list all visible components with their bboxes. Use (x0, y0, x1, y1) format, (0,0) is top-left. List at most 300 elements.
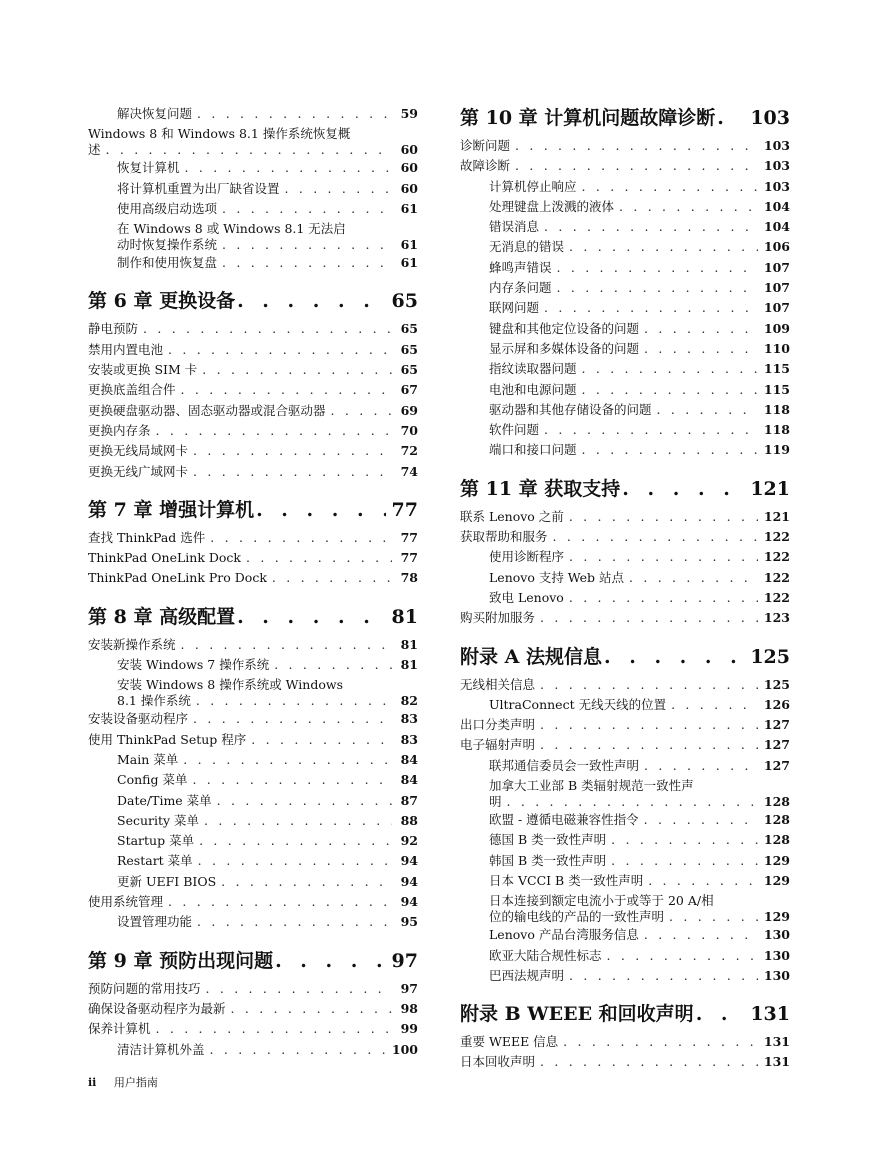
entry-title: Security 菜单 (117, 812, 200, 828)
page-number: 65 (400, 321, 418, 337)
toc-entry[interactable] (88, 401, 418, 421)
dot-leader (210, 528, 392, 548)
page-number: 81 (400, 636, 418, 652)
toc-entry[interactable] (460, 359, 790, 379)
chapter-title: 第 7 章 增强计算机 (88, 498, 255, 521)
toc-entry[interactable] (88, 892, 418, 912)
dot-leader (198, 851, 392, 871)
dot-leader (569, 237, 758, 257)
page-number: 83 (400, 731, 418, 747)
toc-entry[interactable] (460, 527, 790, 547)
page-number: 60 (400, 160, 418, 176)
dot-leader (629, 568, 758, 588)
page-number: 77 (400, 550, 418, 566)
chapter-heading[interactable] (460, 475, 790, 503)
page-number: 107 (763, 280, 790, 296)
page-number: 61 (400, 255, 418, 271)
toc-entry[interactable] (460, 278, 790, 298)
toc-entry[interactable] (460, 756, 790, 776)
page-number: 65 (400, 362, 418, 378)
entry-title: 欧亚大陆合规性标志 (489, 947, 602, 963)
page-number: 92 (400, 833, 418, 849)
toc-entry[interactable] (88, 462, 418, 482)
dot-leader (331, 401, 392, 421)
toc-entry[interactable] (460, 675, 790, 695)
dot-leader (622, 475, 744, 503)
page-number: 77 (391, 498, 418, 521)
entry-title: 电池和电源问题 (489, 381, 577, 397)
toc-entry[interactable] (88, 360, 418, 380)
dot-leader (611, 830, 758, 850)
chapter-heading[interactable] (88, 603, 418, 631)
toc-entry[interactable] (460, 420, 790, 440)
chapter-title: 第 9 章 预防出现问题 (88, 949, 274, 972)
entry-title: 购买附加服务 (460, 610, 536, 626)
page-number: 118 (763, 422, 790, 438)
toc-entry[interactable] (88, 831, 418, 851)
toc-entry[interactable] (460, 400, 790, 420)
chapter-title: 第 8 章 高级配置 (88, 605, 236, 628)
toc-entry[interactable] (460, 156, 790, 176)
chapter-heading[interactable] (88, 287, 418, 315)
page-number: 127 (763, 757, 790, 773)
dot-leader (540, 715, 758, 735)
entry-title-row2 (88, 142, 418, 158)
toc-entry[interactable] (88, 1019, 418, 1039)
dot-leader (544, 420, 758, 440)
entry-title: Config 菜单 (117, 772, 188, 788)
toc-entry[interactable] (88, 730, 418, 750)
page-number: 130 (763, 967, 790, 983)
dot-leader (183, 750, 392, 770)
page-number: 119 (763, 442, 790, 458)
page-number: 77 (400, 529, 418, 545)
entry-title: 使用高级启动选项 (117, 200, 218, 216)
chapter-heading[interactable] (460, 104, 790, 132)
toc-entry[interactable] (88, 999, 418, 1019)
dot-leader (507, 794, 758, 810)
page-number: 82 (400, 693, 418, 709)
dot-leader (181, 380, 392, 400)
dot-leader (582, 359, 758, 379)
dot-leader (582, 177, 758, 197)
dot-leader (540, 735, 758, 755)
entry-title: 诊断问题 (460, 138, 511, 153)
page-number: 103 (750, 107, 790, 129)
toc-entry[interactable] (88, 811, 418, 831)
toc-entry[interactable] (88, 340, 418, 360)
entry-title: 端口和接口问题 (489, 442, 577, 458)
chapter-heading[interactable] (460, 643, 790, 671)
toc-entry[interactable] (88, 979, 418, 999)
dot-leader (193, 462, 392, 482)
page-number: 129 (763, 909, 790, 925)
dot-leader (648, 871, 758, 891)
page-number: 81 (400, 657, 418, 673)
toc-entry[interactable] (460, 136, 790, 156)
entry-title: 使用诊断程序 (489, 549, 565, 565)
toc-entry[interactable] (460, 588, 790, 608)
entry-title: 恢复计算机 (117, 160, 180, 176)
entry-title: 获取帮助和服务 (460, 529, 548, 545)
page-number: 61 (400, 200, 418, 216)
dot-leader (717, 104, 744, 132)
entry-title: 保养计算机 (88, 1021, 151, 1037)
toc-entry[interactable] (460, 891, 790, 925)
entry-title-row2 (489, 794, 790, 810)
page-number: 121 (763, 508, 790, 524)
toc-entry[interactable] (460, 507, 790, 527)
entry-title: 预防问题的常用技巧 (88, 980, 201, 996)
dot-leader (246, 548, 392, 568)
entry-title-row2 (489, 909, 790, 925)
dot-leader (644, 925, 758, 945)
dot-leader (275, 947, 385, 975)
dot-leader (644, 810, 758, 830)
toc-entry[interactable] (88, 709, 418, 729)
toc-entry[interactable] (460, 568, 790, 588)
entry-title: 键盘和其他定位设备的问题 (489, 320, 640, 336)
entry-title-line2: 明 (489, 794, 502, 810)
entry-title-row2 (117, 237, 418, 253)
page-number: 128 (763, 794, 790, 810)
toc-left-column (88, 104, 418, 1060)
entry-title: 驱动器和其他存储设备的问题 (489, 401, 652, 417)
entry-title: 蜂鸣声错误 (489, 259, 552, 275)
entry-title: 查找 ThinkPad 选件 (88, 529, 206, 545)
toc-entry[interactable] (88, 872, 418, 892)
toc-entry[interactable] (88, 158, 418, 178)
toc-entry[interactable] (88, 528, 418, 548)
page-number: 94 (400, 894, 418, 910)
entry-title: 清洁计算机外盖 (117, 1041, 205, 1057)
entry-title: 更换内存条 (88, 422, 151, 438)
entry-title: UltraConnect 无线天线的位置 (489, 696, 667, 712)
toc-entry[interactable] (460, 735, 790, 755)
toc-entry[interactable] (88, 791, 418, 811)
entry-title: 软件问题 (489, 422, 540, 438)
entry-title: Lenovo 产品台湾服务信息 (489, 927, 639, 943)
toc-entry[interactable] (88, 179, 418, 199)
entry-title: ThinkPad OneLink Dock (88, 550, 242, 566)
toc-entry[interactable] (88, 380, 418, 400)
dot-leader (143, 319, 392, 339)
chapter-heading[interactable] (88, 496, 418, 524)
page-number: 60 (400, 180, 418, 196)
dot-leader (210, 1040, 386, 1060)
chapter-title: 附录 A 法规信息 (460, 645, 602, 668)
page-number: 115 (763, 381, 790, 397)
page-number: 97 (391, 949, 418, 972)
toc-entry[interactable] (88, 568, 418, 588)
dot-leader (644, 756, 758, 776)
toc-entry[interactable] (460, 177, 790, 197)
page-number: 87 (400, 792, 418, 808)
page-number: 67 (400, 382, 418, 398)
dot-leader (221, 872, 392, 892)
dot-leader (168, 340, 392, 360)
dot-leader (202, 360, 392, 380)
page-number: 61 (400, 237, 418, 253)
entry-title: 设置管理功能 (117, 914, 193, 930)
toc-entry[interactable] (88, 319, 418, 339)
page-footer (88, 1074, 158, 1090)
dot-leader (569, 966, 758, 986)
page-number: 84 (400, 772, 418, 788)
entry-title: 使用 ThinkPad Setup 程序 (88, 731, 247, 747)
page-number: 74 (400, 463, 418, 479)
entry-title: 日本回收声明 (460, 1054, 536, 1070)
entry-title-row2 (117, 693, 418, 709)
page-number: 131 (763, 1054, 790, 1070)
toc-entry[interactable] (460, 608, 790, 628)
toc-entry[interactable] (88, 253, 418, 273)
page-number: 70 (400, 422, 418, 438)
dot-leader (582, 440, 758, 460)
dot-leader (204, 811, 392, 831)
entry-title: 联系 Lenovo 之前 (460, 508, 564, 524)
toc-entry[interactable] (88, 548, 418, 568)
entry-title: 巴西法规声明 (489, 967, 565, 983)
page-number: 84 (400, 751, 418, 767)
page-number: 97 (400, 980, 418, 996)
entry-title: Main 菜单 (117, 751, 179, 767)
toc-entry[interactable] (460, 715, 790, 735)
toc-entry[interactable] (88, 675, 418, 709)
page-number: 129 (763, 872, 790, 888)
page-number: 127 (763, 717, 790, 733)
dot-leader (222, 237, 392, 253)
entry-title: 更换硬盘驱动器、固态驱动器或混合驱动器 (88, 402, 326, 418)
page-number: 130 (763, 947, 790, 963)
dot-leader (231, 999, 392, 1019)
entry-title: 安装新操作系统 (88, 636, 176, 652)
toc-entry[interactable] (88, 655, 418, 675)
toc-entry[interactable] (460, 339, 790, 359)
page-number: 103 (763, 178, 790, 194)
entry-title: 致电 Lenovo (489, 589, 564, 605)
page-number: 103 (763, 158, 790, 174)
dot-leader (619, 197, 758, 217)
entry-title: 更换无线局域网卡 (88, 443, 189, 459)
page-number: 88 (400, 812, 418, 828)
page-number: 125 (750, 645, 790, 668)
dot-leader (251, 730, 392, 750)
page-number: 94 (400, 873, 418, 889)
chapter-title: 附录 B WEEE 和回收声明 (460, 1003, 694, 1026)
dot-leader (557, 278, 758, 298)
chapter-title: 第 6 章 更换设备 (88, 290, 236, 313)
toc-entry[interactable] (88, 851, 418, 871)
toc-entry[interactable] (460, 925, 790, 945)
entry-title: 使用系统管理 (88, 894, 164, 910)
toc-entry[interactable] (460, 966, 790, 986)
dot-leader (156, 1019, 392, 1039)
page-number: 122 (763, 529, 790, 545)
dot-leader (557, 258, 758, 278)
page-number: 106 (763, 239, 790, 255)
toc-entry[interactable] (88, 104, 418, 124)
dot-leader (515, 156, 758, 176)
toc-entry[interactable] (88, 441, 418, 461)
dot-leader (222, 199, 392, 219)
page-number: 109 (763, 320, 790, 336)
dot-leader (199, 831, 392, 851)
toc-entry[interactable] (460, 380, 790, 400)
entry-title: 更换底盖组合件 (88, 382, 176, 398)
toc-right-column (460, 104, 790, 1073)
page-number: 123 (763, 610, 790, 626)
page-number: 122 (763, 569, 790, 585)
page-number: 130 (763, 927, 790, 943)
toc-entry[interactable] (460, 547, 790, 567)
page-number: 83 (400, 711, 418, 727)
toc-entry[interactable] (460, 298, 790, 318)
dot-leader (256, 496, 385, 524)
page-number: 104 (763, 198, 790, 214)
toc-entry[interactable] (460, 1032, 790, 1052)
entry-title-line2: 位的输电线的产品的一致性声明 (489, 909, 665, 925)
page-number: 98 (400, 1000, 418, 1016)
dot-leader (657, 400, 758, 420)
dot-leader (222, 253, 392, 273)
page-number: 95 (400, 914, 418, 930)
entry-title: 德国 B 类一致性声明 (489, 832, 607, 848)
toc-entry[interactable] (88, 770, 418, 790)
dot-leader (285, 179, 392, 199)
page-number: 107 (763, 259, 790, 275)
entry-title: 无消息的错误 (489, 239, 565, 255)
entry-title: 内存条问题 (489, 280, 552, 296)
entry-title: Restart 菜单 (117, 853, 193, 869)
entry-title: 电子辐射声明 (460, 737, 536, 753)
chapter-heading[interactable] (460, 1000, 790, 1028)
dot-leader (540, 675, 758, 695)
toc-entry[interactable] (460, 810, 790, 830)
entry-title: 处理键盘上泼溅的液体 (489, 198, 615, 214)
dot-leader (569, 588, 758, 608)
entry-title: 安装设备驱动程序 (88, 711, 189, 727)
entry-title: 指纹读取器问题 (489, 361, 577, 377)
page-number: 103 (763, 138, 790, 153)
entry-title: 解决恢复问题 (117, 106, 193, 121)
page-number: 131 (750, 1003, 790, 1026)
dot-leader (607, 946, 758, 966)
entry-title-line1: 日本连接到额定电流小于或等于 20 A/相 (489, 893, 714, 909)
page-number: 59 (400, 106, 418, 121)
dot-leader (569, 507, 758, 527)
chapter-title: 第 11 章 获取支持 (460, 477, 621, 500)
toc-entry[interactable] (88, 124, 418, 158)
dot-leader (185, 158, 392, 178)
dot-leader (604, 643, 744, 671)
toc-entry[interactable] (88, 912, 418, 932)
page-number: 110 (763, 340, 790, 356)
toc-entry[interactable] (460, 1052, 790, 1072)
entry-title: 重要 WEEE 信息 (460, 1034, 559, 1050)
page-number: 65 (391, 290, 418, 313)
dot-leader (272, 568, 392, 588)
page-number: 115 (763, 361, 790, 377)
page-number: 78 (400, 570, 418, 586)
entry-title-line1: 安装 Windows 8 操作系统或 Windows (117, 677, 343, 693)
dot-leader (106, 142, 392, 158)
toc-entry[interactable] (460, 217, 790, 237)
entry-title-line1: 在 Windows 8 或 Windows 8.1 无法启 (117, 221, 346, 237)
entry-title: 安装 Windows 7 操作系统 (117, 657, 270, 673)
page-number: 126 (763, 696, 790, 712)
entry-title-line1: Windows 8 和 Windows 8.1 操作系统恢复概 (88, 126, 351, 142)
dot-leader (569, 547, 758, 567)
dot-leader (563, 1032, 758, 1052)
dot-leader (553, 527, 758, 547)
dot-leader (671, 695, 758, 715)
entry-title: 更新 UEFI BIOS (117, 873, 217, 889)
entry-title: 故障诊断 (460, 158, 511, 174)
toc-entry[interactable] (88, 219, 418, 253)
dot-leader (544, 298, 758, 318)
entry-title: 无线相关信息 (460, 676, 536, 692)
entry-title: 日本 VCCI B 类一致性声明 (489, 872, 644, 888)
page-number: 94 (400, 853, 418, 869)
dot-leader (644, 339, 758, 359)
entry-title: 联邦通信委员会一致性声明 (489, 757, 640, 773)
page-number: 60 (400, 142, 418, 158)
entry-title-line2: 动时恢复操作系统 (117, 237, 218, 253)
entry-title: 欧盟 - 遵循电磁兼容性指令 (489, 812, 639, 828)
chapter-heading[interactable] (88, 947, 418, 975)
toc-entry[interactable] (460, 776, 790, 810)
dot-leader (168, 892, 392, 912)
page-number: 100 (391, 1041, 418, 1057)
entry-title: 确保设备驱动程序为最新 (88, 1000, 226, 1016)
toc-entry[interactable] (460, 851, 790, 871)
toc-entry[interactable] (460, 258, 790, 278)
dot-leader (206, 979, 392, 999)
toc-entry[interactable] (88, 199, 418, 219)
toc-entry[interactable] (460, 830, 790, 850)
page-number: 131 (763, 1034, 790, 1050)
chapter-title: 第 10 章 计算机问题故障诊断 (460, 107, 716, 129)
page-number: 125 (763, 676, 790, 692)
toc-entry[interactable] (460, 197, 790, 217)
toc-entry[interactable] (460, 319, 790, 339)
toc-entry[interactable] (460, 237, 790, 257)
page-number: 81 (391, 605, 418, 628)
page-number: 129 (763, 852, 790, 868)
toc-entry[interactable] (88, 421, 418, 441)
toc-entry[interactable] (460, 871, 790, 891)
toc-entry[interactable] (460, 695, 790, 715)
toc-entry[interactable] (460, 946, 790, 966)
toc-entry[interactable] (88, 635, 418, 655)
page-number: 128 (763, 832, 790, 848)
page-number: 128 (763, 812, 790, 828)
dot-leader (197, 104, 392, 124)
dot-leader (540, 1052, 758, 1072)
entry-title-line2: 述 (88, 142, 101, 158)
entry-title-line2: 8.1 操作系统 (117, 693, 191, 709)
toc-entry[interactable] (460, 440, 790, 460)
toc-entry[interactable] (88, 750, 418, 770)
entry-title: ThinkPad OneLink Pro Dock (88, 570, 267, 586)
entry-title: 韩国 B 类一致性声明 (489, 852, 607, 868)
dot-leader (582, 380, 758, 400)
page-number: 127 (763, 737, 790, 753)
dot-leader (196, 693, 392, 709)
dot-leader (644, 319, 758, 339)
toc-entry[interactable] (88, 1040, 418, 1060)
